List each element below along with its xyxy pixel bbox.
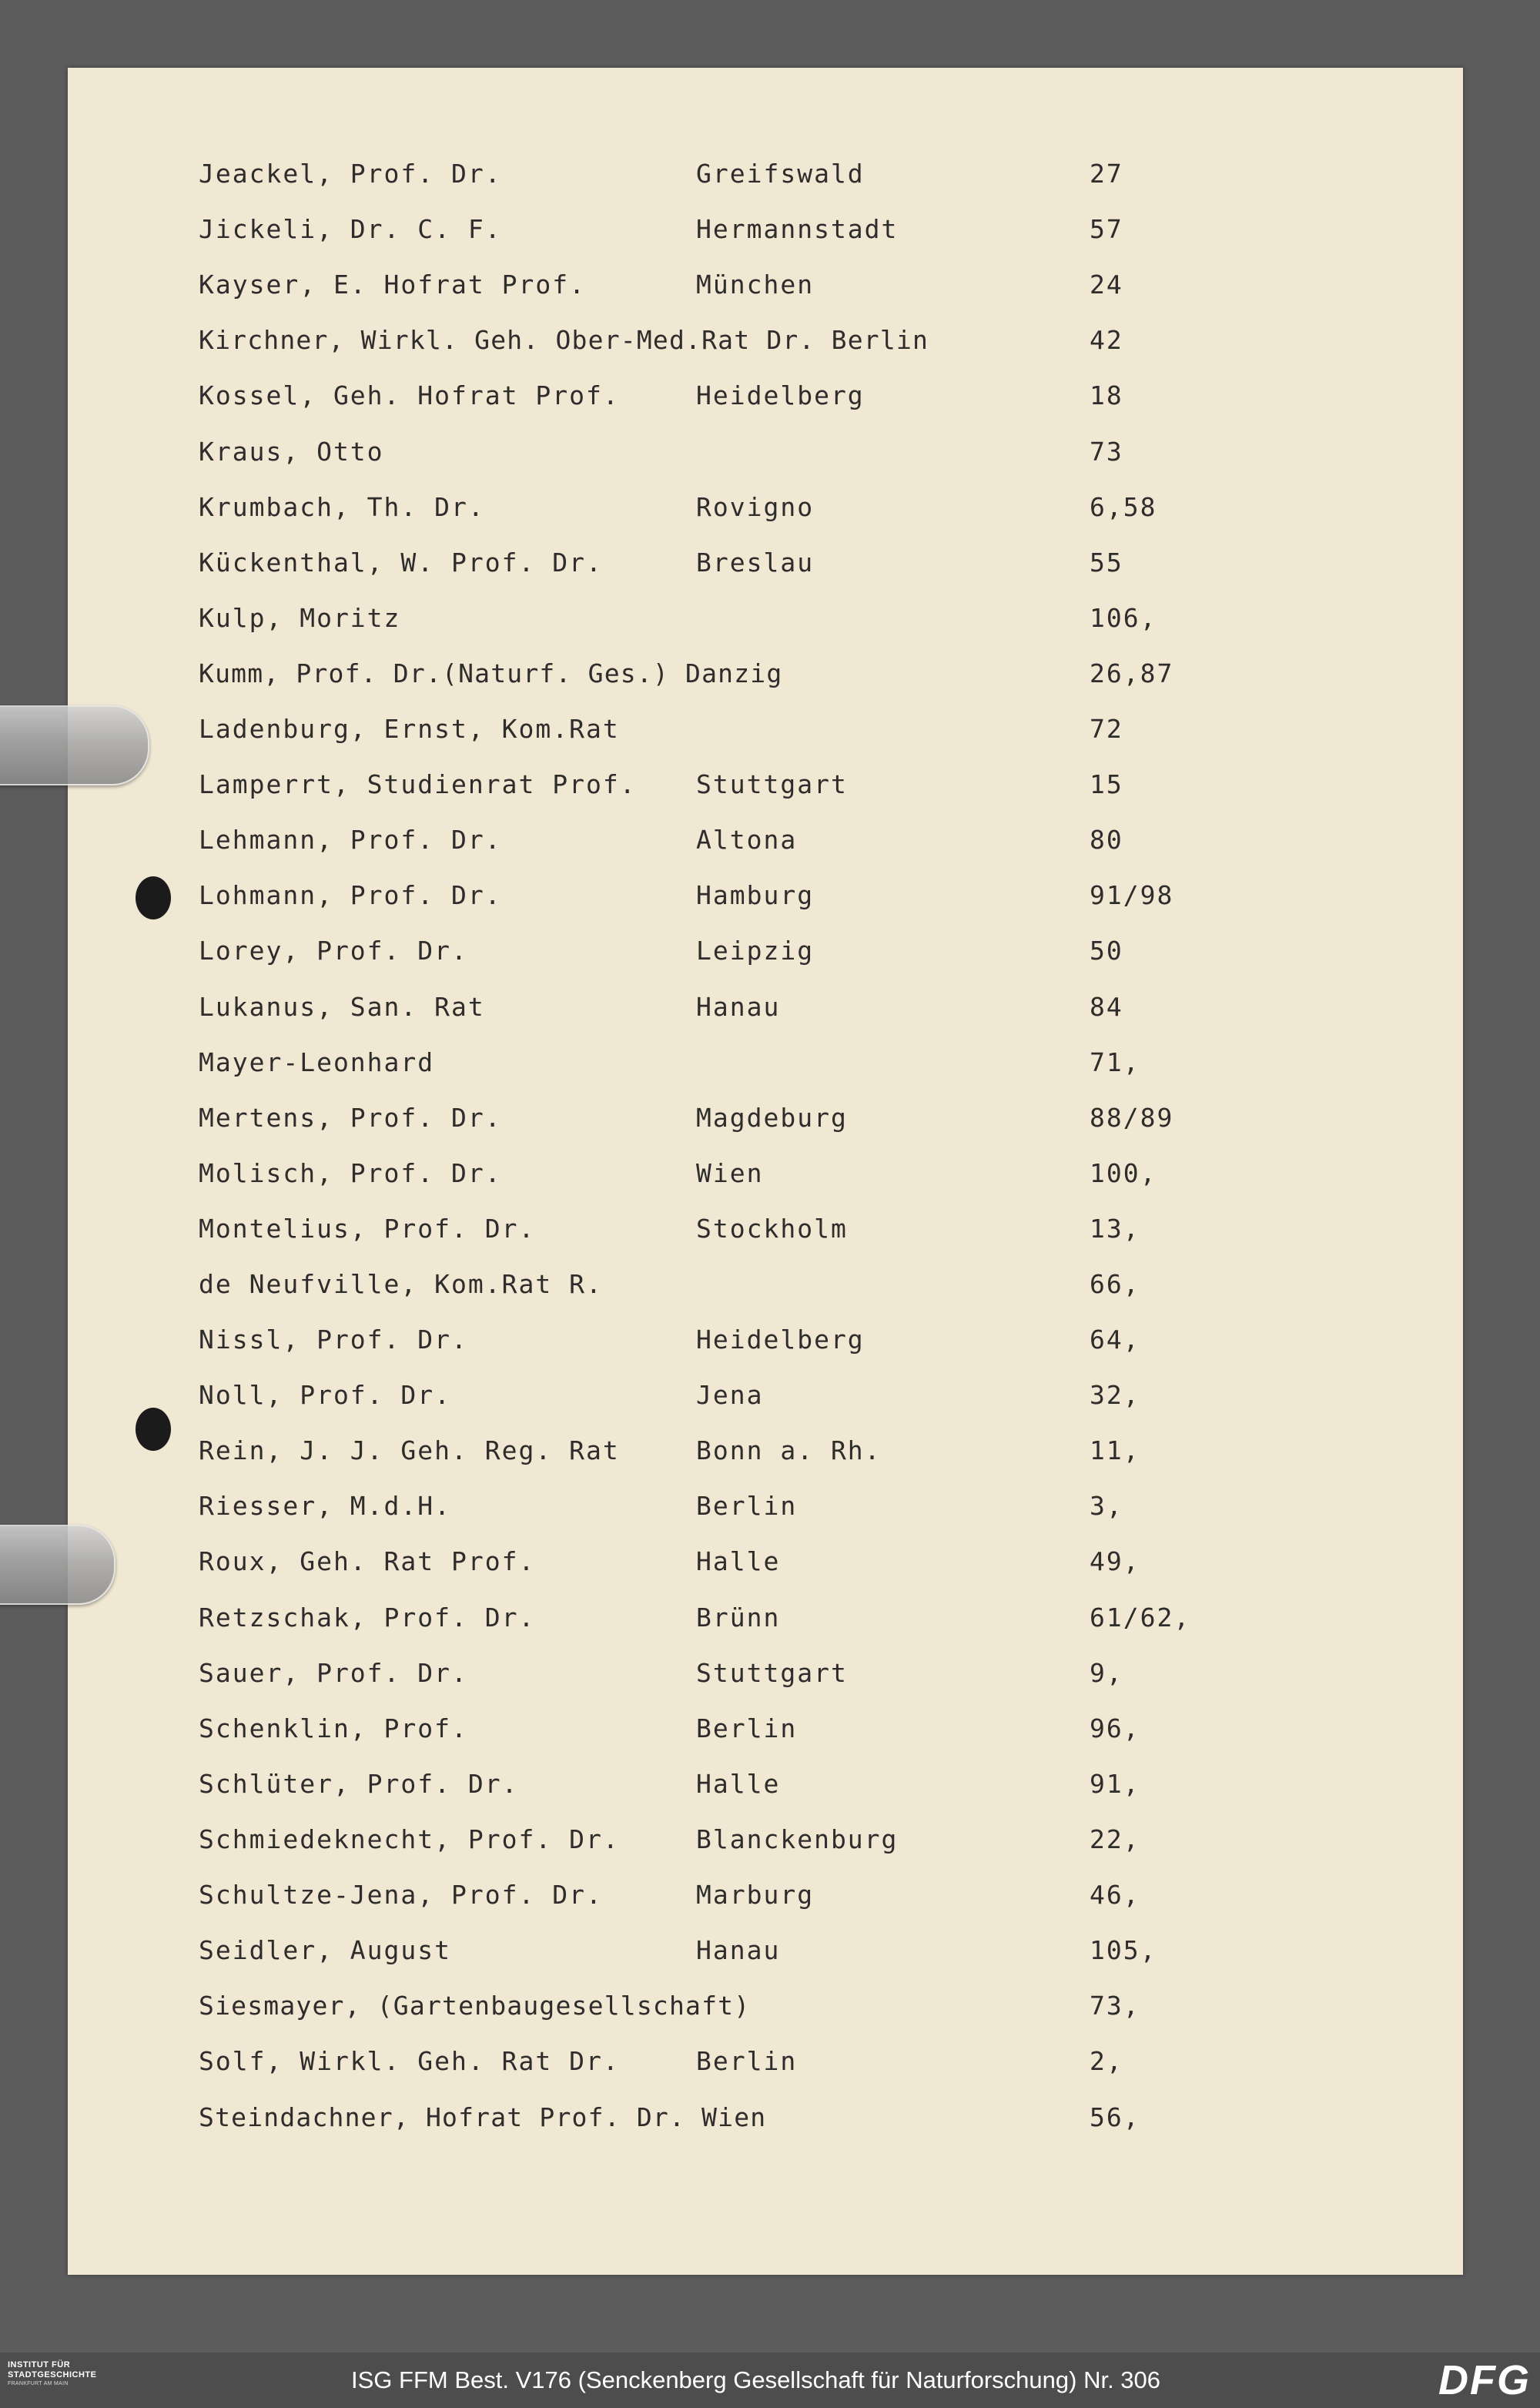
entry-city: Halle	[696, 1769, 781, 1799]
register-entry	[68, 825, 1463, 868]
register-entry	[68, 1435, 1463, 1479]
entry-name: Kirchner, Wirkl. Geh. Ober-Med.Rat Dr. Berlin	[199, 325, 929, 355]
entry-name: Kraus, Otto	[199, 437, 384, 467]
entry-reference: 61/62,	[1090, 1603, 1191, 1633]
entry-name: Lorey, Prof. Dr.	[199, 936, 468, 966]
entry-name: Schlüter, Prof. Dr.	[199, 1769, 519, 1799]
entry-reference: 42	[1090, 325, 1123, 355]
entry-reference: 9,	[1090, 1658, 1123, 1688]
entry-name: Kulp, Moritz	[199, 603, 401, 633]
register-entry	[68, 1880, 1463, 1923]
entry-name: Kayser, E. Hofrat Prof.	[199, 270, 586, 300]
archive-caption: ISG FFM Best. V176 (Senckenberg Gesellschaft für Naturforschung) Nr. 306	[351, 2366, 1161, 2393]
entry-city: Blanckenburg	[696, 1824, 899, 1854]
entry-name: Schultze-Jena, Prof. Dr.	[199, 1880, 603, 1910]
register-entry	[68, 1325, 1463, 1368]
entry-name: Lohmann, Prof. Dr.	[199, 880, 502, 910]
register-entry	[68, 658, 1463, 702]
entry-reference: 11,	[1090, 1435, 1140, 1465]
entry-name: Sauer, Prof. Dr.	[199, 1658, 468, 1688]
dfg-logo: DFG	[1438, 2357, 1531, 2403]
entry-city: Hamburg	[696, 880, 815, 910]
institute-logo	[8, 2360, 139, 2388]
entry-city: Halle	[696, 1546, 781, 1576]
register-entry	[68, 1269, 1463, 1312]
entry-city: Breslau	[696, 548, 815, 578]
entry-name: Molisch, Prof. Dr.	[199, 1158, 502, 1188]
register-entry	[68, 769, 1463, 812]
punch-hole-top	[136, 876, 171, 919]
entry-city: Berlin	[696, 1491, 798, 1521]
register-entry	[68, 2102, 1463, 2145]
entry-name: Mayer-Leonhard	[199, 1047, 435, 1077]
entry-name: Seidler, August	[199, 1935, 452, 1965]
institute-logo-line1: INSTITUT FÜR	[8, 2360, 71, 2369]
entry-city: Hanau	[696, 1935, 781, 1965]
entry-reference: 84	[1090, 992, 1123, 1022]
register-entry	[68, 1103, 1463, 1146]
register-entry	[68, 1214, 1463, 1257]
register-entry	[68, 325, 1463, 368]
entry-reference: 24	[1090, 270, 1123, 300]
entry-reference: 91,	[1090, 1769, 1140, 1799]
entry-reference: 100,	[1090, 1158, 1157, 1188]
register-entry	[68, 1546, 1463, 1589]
entry-city: Hanau	[696, 992, 781, 1022]
entry-reference: 57	[1090, 214, 1123, 244]
register-entry	[68, 1603, 1463, 1646]
entry-city: Rovigno	[696, 492, 815, 522]
register-entry	[68, 437, 1463, 480]
entry-city: Magdeburg	[696, 1103, 848, 1133]
entry-city: Altona	[696, 825, 798, 855]
register-entry	[68, 603, 1463, 646]
register-entry	[68, 1769, 1463, 1812]
entry-name: Krumbach, Th. Dr.	[199, 492, 485, 522]
entry-name: Montelius, Prof. Dr.	[199, 1214, 536, 1244]
entry-name: Jeackel, Prof. Dr.	[199, 159, 502, 189]
entry-reference: 46,	[1090, 1880, 1140, 1910]
entry-reference: 55	[1090, 548, 1123, 578]
entry-city: Jena	[696, 1380, 764, 1410]
entry-name: de Neufville, Kom.Rat R.	[199, 1269, 603, 1299]
register-entry	[68, 1380, 1463, 1423]
entry-reference: 71,	[1090, 1047, 1140, 1077]
entry-reference: 72	[1090, 714, 1123, 744]
register-entry	[68, 936, 1463, 979]
entry-reference: 32,	[1090, 1380, 1140, 1410]
entry-reference: 3,	[1090, 1491, 1123, 1521]
entry-reference: 91/98	[1090, 880, 1174, 910]
entry-reference: 13,	[1090, 1214, 1140, 1244]
entry-name: Rein, J. J. Geh. Reg. Rat	[199, 1435, 620, 1465]
entry-name: Kückenthal, W. Prof. Dr.	[199, 548, 603, 578]
entry-city: Berlin	[696, 1713, 798, 1743]
entry-reference: 26,87	[1090, 658, 1174, 688]
entry-city: Stuttgart	[696, 769, 848, 799]
entry-city: Marburg	[696, 1880, 815, 1910]
entry-name: Siesmayer, (Gartenbaugesellschaft)	[199, 1991, 751, 2021]
entry-reference: 80	[1090, 825, 1123, 855]
document-page	[68, 68, 1463, 2275]
entry-name: Lehmann, Prof. Dr.	[199, 825, 502, 855]
register-entry	[68, 1935, 1463, 1978]
register-entry	[68, 159, 1463, 202]
register-entry	[68, 380, 1463, 424]
entry-city: Bonn a. Rh.	[696, 1435, 882, 1465]
punch-hole-bottom	[136, 1408, 171, 1451]
entry-reference: 96,	[1090, 1713, 1140, 1743]
entry-name: Lukanus, San. Rat	[199, 992, 485, 1022]
register-list	[68, 68, 1463, 2275]
entry-city: Leipzig	[696, 936, 815, 966]
register-entry	[68, 1713, 1463, 1757]
register-entry	[68, 1658, 1463, 1701]
entry-name: Schenklin, Prof.	[199, 1713, 468, 1743]
entry-city: Wien	[696, 1158, 764, 1188]
entry-reference: 6,58	[1090, 492, 1157, 522]
entry-reference: 56,	[1090, 2102, 1140, 2132]
entry-city: Heidelberg	[696, 380, 865, 410]
register-entry	[68, 492, 1463, 535]
entry-name: Riesser, M.d.H.	[199, 1491, 452, 1521]
entry-reference: 22,	[1090, 1824, 1140, 1854]
archive-footer-bar	[0, 2353, 1540, 2408]
entry-name: Steindachner, Hofrat Prof. Dr. Wien	[199, 2102, 767, 2132]
register-entry	[68, 548, 1463, 591]
entry-name: Lamperrt, Studienrat Prof.	[199, 769, 637, 799]
institute-logo-line3: FRANKFURT AM MAIN	[8, 2381, 69, 2386]
register-entry	[68, 1491, 1463, 1534]
register-entry	[68, 1824, 1463, 1867]
register-entry	[68, 1047, 1463, 1090]
entry-reference: 73	[1090, 437, 1123, 467]
entry-reference: 27	[1090, 159, 1123, 189]
entry-reference: 2,	[1090, 2046, 1123, 2076]
entry-city: Hermannstadt	[696, 214, 899, 244]
register-entry	[68, 1158, 1463, 1201]
entry-city: Berlin	[696, 2046, 798, 2076]
entry-name: Mertens, Prof. Dr.	[199, 1103, 502, 1133]
entry-reference: 105,	[1090, 1935, 1157, 1965]
entry-name: Kossel, Geh. Hofrat Prof.	[199, 380, 620, 410]
entry-name: Nissl, Prof. Dr.	[199, 1325, 468, 1355]
entry-city: Heidelberg	[696, 1325, 865, 1355]
entry-name: Retzschak, Prof. Dr.	[199, 1603, 536, 1633]
entry-city: Brünn	[696, 1603, 781, 1633]
register-entry	[68, 214, 1463, 257]
register-entry	[68, 880, 1463, 923]
entry-reference: 66,	[1090, 1269, 1140, 1299]
register-entry	[68, 992, 1463, 1035]
entry-name: Schmiedeknecht, Prof. Dr.	[199, 1824, 620, 1854]
entry-name: Ladenburg, Ernst, Kom.Rat	[199, 714, 620, 744]
entry-reference: 18	[1090, 380, 1123, 410]
register-entry	[68, 270, 1463, 313]
register-entry	[68, 2046, 1463, 2089]
entry-reference: 88/89	[1090, 1103, 1174, 1133]
entry-reference: 50	[1090, 936, 1123, 966]
entry-name: Solf, Wirkl. Geh. Rat Dr.	[199, 2046, 620, 2076]
entry-reference: 106,	[1090, 603, 1157, 633]
entry-reference: 15	[1090, 769, 1123, 799]
entry-reference: 64,	[1090, 1325, 1140, 1355]
binder-clip-top	[0, 705, 149, 785]
entry-city: Greifswald	[696, 159, 865, 189]
entry-city: Stockholm	[696, 1214, 848, 1244]
register-entry	[68, 1991, 1463, 2034]
entry-name: Kumm, Prof. Dr.(Naturf. Ges.) Danzig	[199, 658, 783, 688]
entry-city: Stuttgart	[696, 1658, 848, 1688]
entry-city: München	[696, 270, 815, 300]
entry-reference: 73,	[1090, 1991, 1140, 2021]
entry-name: Noll, Prof. Dr.	[199, 1380, 452, 1410]
register-entry	[68, 714, 1463, 757]
entry-name: Roux, Geh. Rat Prof.	[199, 1546, 536, 1576]
entry-name: Jickeli, Dr. C. F.	[199, 214, 502, 244]
entry-reference: 49,	[1090, 1546, 1140, 1576]
institute-logo-line2: STADTGESCHICHTE	[8, 2370, 97, 2380]
binder-clip-bottom	[0, 1525, 116, 1605]
